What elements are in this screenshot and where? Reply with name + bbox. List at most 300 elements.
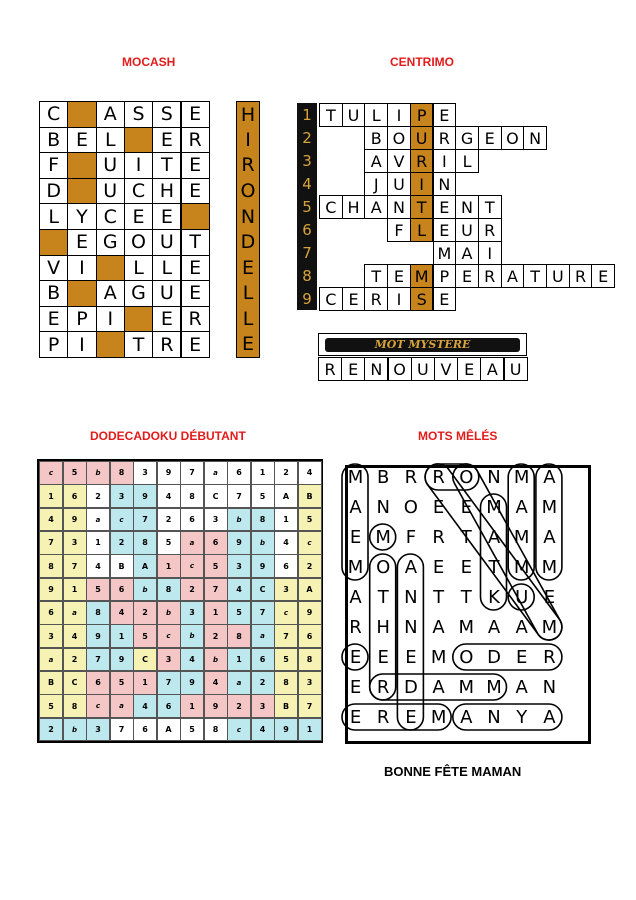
word-search-letter: E — [377, 647, 389, 668]
dodecadoku-cell: a — [39, 648, 63, 672]
word-search-letter: R — [349, 617, 362, 638]
dodecadoku-cell: 7 — [251, 601, 275, 625]
centrimo-cell: H — [342, 195, 366, 219]
centrimo-cell: R — [569, 264, 593, 288]
word-search-letter: T — [488, 557, 500, 578]
mocash-cell: P — [67, 306, 96, 333]
word-search-letter: E — [349, 647, 362, 668]
dodecadoku-cell: 3 — [157, 648, 181, 672]
word-search-letter: M — [513, 467, 530, 488]
centrimo-cell: A — [455, 241, 479, 265]
centrimo-row-number: 1 — [302, 105, 312, 124]
mocash-cell: T — [181, 229, 210, 256]
centrimo-cell: V — [387, 149, 411, 173]
centrimo-cell: T — [410, 195, 434, 219]
centrimo-cell: J — [364, 172, 388, 196]
dodecadoku-cell: 5 — [204, 554, 228, 578]
word-search-letter: M — [541, 617, 558, 638]
dodecadoku-cell: 1 — [274, 508, 298, 532]
word-search-letter: K — [488, 587, 500, 608]
centrimo-cell: P — [433, 264, 457, 288]
word-search-letter: E — [349, 527, 362, 548]
word-search-letter: A — [432, 677, 445, 698]
word-search-letter: M — [541, 497, 558, 518]
dodecadoku-cell: A — [157, 718, 181, 742]
word-search-letter: A — [432, 617, 445, 638]
centrimo-cell: T — [364, 264, 388, 288]
dodecadoku-cell: 2 — [274, 461, 298, 485]
word-search-letter: M — [458, 617, 475, 638]
mocash-cell: C — [39, 101, 68, 128]
word-search-letter: T — [460, 587, 472, 608]
centrimo-cell: E — [478, 126, 502, 150]
dodecadoku-cell: 7 — [86, 648, 110, 672]
dodecadoku-cell: 8 — [86, 601, 110, 625]
word-search-letter: N — [487, 707, 501, 728]
word-search-letter: A — [460, 707, 473, 728]
dodecadoku-cell: 5 — [251, 484, 275, 508]
word-search-letter: T — [433, 587, 445, 608]
dodecadoku-cell: c — [180, 554, 204, 578]
dodecadoku-cell: 8 — [227, 624, 251, 648]
centrimo-cell: E — [591, 264, 615, 288]
dodecadoku-cell: 5 — [157, 531, 181, 555]
dodecadoku-cell: 2 — [251, 671, 275, 695]
dodecadoku-cell: 3 — [227, 554, 251, 578]
mocash-cell: E — [181, 280, 210, 307]
dodecadoku-cell: 9 — [204, 694, 228, 718]
dodecadoku-cell: b — [227, 508, 251, 532]
mocash-cell: T — [124, 331, 153, 358]
word-search-letter: R — [376, 707, 390, 728]
mocash-cell: U — [96, 152, 125, 179]
mystery-label-box — [318, 333, 527, 356]
mocash-cell: L — [39, 203, 68, 230]
centrimo-cell: T — [523, 264, 547, 288]
centrimo-cell: R — [433, 126, 457, 150]
dodecadoku-cell: 1 — [39, 484, 63, 508]
centrimo-row-number: 4 — [302, 174, 312, 193]
centrimo-cell: T — [319, 103, 343, 127]
mots-meles-title: MOTS MÊLÉS — [418, 429, 498, 443]
mocash-cell: A — [96, 101, 125, 128]
mocash-cell: I — [96, 306, 125, 333]
centrimo-cell: N — [433, 172, 457, 196]
word-search-letter: F — [405, 527, 417, 548]
mocash-cell: F — [39, 152, 68, 179]
mocash-cell — [96, 255, 125, 282]
mystery-letter: R — [318, 357, 342, 381]
mocash-cell: E — [67, 229, 96, 256]
word-search-letter: E — [543, 587, 556, 608]
centrimo-cell: U — [546, 264, 570, 288]
word-search-letter: R — [376, 677, 390, 698]
dodecadoku-cell: 6 — [227, 461, 251, 485]
centrimo-cell: E — [433, 103, 457, 127]
word-search-letter: Y — [516, 707, 528, 728]
dodecadoku-cell: 3 — [274, 578, 298, 602]
word-search-letter: A — [543, 467, 556, 488]
dodecadoku-cell: 8 — [133, 531, 157, 555]
dodecadoku-cell: 3 — [298, 671, 322, 695]
word-search-letter: A — [515, 497, 528, 518]
dodecadoku-cell: 1 — [110, 624, 134, 648]
mystery-label: MOT MYSTERE — [325, 338, 520, 352]
dodecadoku-cell: 4 — [227, 578, 251, 602]
dodecadoku-cell: a — [180, 531, 204, 555]
word-search-letter: N — [376, 497, 390, 518]
centrimo-cell: I — [410, 172, 434, 196]
dodecadoku-cell: 3 — [251, 694, 275, 718]
word-search-letter: O — [376, 557, 391, 578]
dodecadoku-cell: 2 — [157, 508, 181, 532]
centrimo-cell: I — [478, 241, 502, 265]
dodecadoku-cell: 5 — [274, 648, 298, 672]
mocash-answer-cell: L — [236, 280, 260, 307]
mocash-cell: D — [39, 178, 68, 205]
dodecadoku-cell: b — [251, 531, 275, 555]
mocash-cell — [124, 127, 153, 154]
mocash-cell: C — [124, 178, 153, 205]
dodecadoku-cell: 2 — [227, 694, 251, 718]
centrimo-row-number: 8 — [302, 266, 312, 285]
word-search-letter: R — [432, 467, 445, 488]
dodecadoku-cell: a — [204, 461, 228, 485]
dodecadoku-cell: 1 — [86, 531, 110, 555]
dodecadoku-cell: a — [63, 601, 87, 625]
word-search-letter: O — [459, 647, 474, 668]
dodecadoku-cell: 2 — [133, 601, 157, 625]
dodecadoku-cell: b — [157, 601, 181, 625]
word-search-letter: E — [460, 557, 472, 578]
word-search-footer: BONNE FÊTE MAMAN — [384, 764, 522, 779]
mocash-cell: E — [124, 203, 153, 230]
centrimo-cell: G — [455, 126, 479, 150]
centrimo-cell: E — [342, 287, 366, 311]
dodecadoku-cell: 2 — [110, 531, 134, 555]
mocash-cell: U — [96, 178, 125, 205]
mocash-cell — [67, 178, 96, 205]
dodecadoku-cell: 3 — [180, 601, 204, 625]
dodecadoku-cell: 2 — [39, 718, 63, 742]
centrimo-cell: U — [342, 103, 366, 127]
dodecadoku-cell: 5 — [39, 694, 63, 718]
dodecadoku-cell: 4 — [204, 671, 228, 695]
word-search-letter: N — [542, 677, 557, 698]
word-search-letter: M — [486, 497, 502, 518]
word-search-letter: O — [459, 467, 474, 488]
mocash-cell — [181, 203, 210, 230]
dodecadoku-cell: a — [110, 694, 134, 718]
centrimo-cell: I — [433, 149, 457, 173]
dodecadoku-cell: 7 — [274, 624, 298, 648]
word-search-letter: A — [543, 527, 556, 548]
word-search-letter: E — [460, 497, 472, 518]
dodecadoku-cell: A — [274, 484, 298, 508]
mocash-cell: A — [96, 280, 125, 307]
dodecadoku-cell: 7 — [133, 508, 157, 532]
mystery-letter: U — [504, 357, 528, 381]
dodecadoku-cell: 4 — [86, 554, 110, 578]
word-search-letter: R — [432, 527, 445, 548]
mocash-cell — [124, 306, 153, 333]
dodecadoku-cell: 5 — [227, 601, 251, 625]
centrimo-cell: B — [364, 126, 388, 150]
mocash-answer-cell: E — [236, 331, 260, 358]
mystery-letter: V — [434, 357, 458, 381]
centrimo-row-number: 7 — [302, 243, 312, 262]
word-search-letter: O — [403, 497, 418, 518]
dodecadoku-cell: a — [251, 624, 275, 648]
dodecadoku-cell: 6 — [251, 648, 275, 672]
word-search-letter: A — [515, 677, 528, 698]
dodecadoku-cell: 6 — [204, 531, 228, 555]
centrimo-cell: N — [523, 126, 547, 150]
word-search-letter: E — [516, 647, 528, 668]
dodecadoku-cell: 3 — [86, 718, 110, 742]
dodecadoku-cell: A — [133, 554, 157, 578]
centrimo-cell: U — [410, 126, 434, 150]
dodecadoku-cell: 8 — [39, 554, 63, 578]
mocash-answer-cell: E — [236, 255, 260, 282]
mocash-cell: S — [152, 101, 181, 128]
dodecadoku-cell: 2 — [298, 554, 322, 578]
centrimo-cell: R — [478, 218, 502, 242]
dodecadoku-cell: 7 — [204, 578, 228, 602]
mocash-cell: L — [152, 255, 181, 282]
centrimo-cell: N — [455, 195, 479, 219]
word-search-letter: A — [404, 557, 418, 578]
centrimo-row-number: 9 — [302, 289, 312, 308]
dodecadoku-cell: 9 — [110, 648, 134, 672]
word-search-letter: E — [349, 677, 362, 698]
mocash-cell: E — [152, 127, 181, 154]
dodecadoku-cell: 1 — [63, 578, 87, 602]
dodecadoku-cell: c — [39, 461, 63, 485]
dodecadoku-cell: c — [298, 531, 322, 555]
dodecadoku-cell: 8 — [274, 671, 298, 695]
word-search-letter: M — [430, 647, 447, 668]
mocash-cell: I — [67, 331, 96, 358]
centrimo-cell: N — [387, 195, 411, 219]
word-search-letter: R — [543, 647, 556, 668]
dodecadoku-cell: 1 — [298, 718, 322, 742]
word-search-letter: M — [458, 677, 475, 698]
dodecadoku-cell: 1 — [133, 671, 157, 695]
centrimo-cell: P — [410, 103, 434, 127]
dodecadoku-cell: 7 — [227, 484, 251, 508]
dodecadoku-cell: 9 — [298, 601, 322, 625]
word-search-letter: H — [376, 617, 390, 638]
dodecadoku-cell: C — [204, 484, 228, 508]
mocash-answer-cell: L — [236, 306, 260, 333]
mocash-cell — [39, 229, 68, 256]
dodecadoku-cell: 4 — [39, 508, 63, 532]
word-search-letter: A — [487, 617, 501, 638]
dodecadoku-cell: 3 — [39, 624, 63, 648]
mocash-cell: I — [67, 255, 96, 282]
dodecadoku-cell: 9 — [63, 508, 87, 532]
centrimo-cell: A — [501, 264, 525, 288]
mocash-cell: U — [152, 229, 181, 256]
dodecadoku-cell: 1 — [227, 648, 251, 672]
dodecadoku-cell: 7 — [63, 554, 87, 578]
mocash-cell: B — [39, 127, 68, 154]
centrimo-cell: O — [387, 126, 411, 150]
dodecadoku-cell: 8 — [63, 694, 87, 718]
word-search-letter: N — [487, 467, 501, 488]
dodecadoku-title: DODECADOKU DÉBUTANT — [90, 429, 246, 443]
dodecadoku-cell: 7 — [157, 671, 181, 695]
dodecadoku-cell: 5 — [86, 578, 110, 602]
centrimo-row-number: 6 — [302, 220, 312, 239]
centrimo-cell: L — [410, 218, 434, 242]
mocash-cell: E — [181, 255, 210, 282]
word-search-letter: A — [543, 707, 556, 728]
mocash-cell: I — [124, 152, 153, 179]
mystery-letter: O — [388, 357, 412, 381]
mystery-letter: E — [457, 357, 481, 381]
mocash-cell — [67, 152, 96, 179]
mocash-cell: Y — [67, 203, 96, 230]
word-search-letter: A — [349, 497, 362, 518]
mocash-cell: E — [152, 306, 181, 333]
centrimo-cell: U — [455, 218, 479, 242]
mocash-cell: E — [181, 331, 210, 358]
dodecadoku-cell: 4 — [180, 648, 204, 672]
mocash-cell: E — [39, 306, 68, 333]
dodecadoku-cell: 7 — [180, 461, 204, 485]
mocash-cell: E — [181, 152, 210, 179]
dodecadoku-cell: 7 — [110, 718, 134, 742]
dodecadoku-cell: 4 — [298, 461, 322, 485]
dodecadoku-cell: 3 — [204, 508, 228, 532]
centrimo-cell: R — [478, 264, 502, 288]
dodecadoku-cell: 9 — [227, 531, 251, 555]
dodecadoku-cell: 5 — [180, 718, 204, 742]
dodecadoku-cell: C — [133, 648, 157, 672]
dodecadoku-cell: 6 — [110, 578, 134, 602]
word-search-letter: M — [430, 707, 447, 728]
centrimo-row-number: 2 — [302, 128, 312, 147]
dodecadoku-cell: 4 — [157, 484, 181, 508]
mocash-cell: L — [124, 255, 153, 282]
dodecadoku-cell: 9 — [39, 578, 63, 602]
centrimo-title: CENTRIMO — [390, 55, 454, 69]
centrimo-cell: T — [478, 195, 502, 219]
word-search-letter: M — [486, 677, 502, 698]
dodecadoku-cell: 5 — [63, 461, 87, 485]
dodecadoku-grid — [37, 459, 323, 743]
mocash-answer-cell: I — [236, 127, 260, 154]
word-search-letter: E — [432, 497, 445, 518]
dodecadoku-cell: A — [298, 578, 322, 602]
dodecadoku-cell: B — [298, 484, 322, 508]
mocash-cell: T — [152, 152, 181, 179]
dodecadoku-cell: 9 — [274, 718, 298, 742]
dodecadoku-cell: 3 — [110, 484, 134, 508]
word-search-letter: A — [515, 617, 528, 638]
dodecadoku-cell: 9 — [251, 554, 275, 578]
centrimo-cell: R — [364, 287, 388, 311]
dodecadoku-cell: 8 — [180, 484, 204, 508]
dodecadoku-cell: 9 — [157, 461, 181, 485]
mocash-cell: E — [67, 127, 96, 154]
centrimo-cell: E — [455, 264, 479, 288]
word-search-letter: N — [404, 587, 418, 608]
mocash-cell: R — [181, 306, 210, 333]
mocash-title: MOCASH — [122, 55, 176, 69]
mocash-cell — [96, 331, 125, 358]
dodecadoku-cell: 2 — [86, 484, 110, 508]
dodecadoku-cell: 5 — [298, 508, 322, 532]
dodecadoku-cell: 6 — [39, 601, 63, 625]
dodecadoku-cell: 5 — [110, 671, 134, 695]
word-search-letter: D — [487, 647, 501, 668]
dodecadoku-cell: b — [63, 718, 87, 742]
centrimo-cell: U — [387, 172, 411, 196]
centrimo-cell: M — [433, 241, 457, 265]
mocash-cell: U — [152, 280, 181, 307]
dodecadoku-cell: 9 — [86, 624, 110, 648]
centrimo-cell: R — [410, 149, 434, 173]
mocash-cell: V — [39, 255, 68, 282]
dodecadoku-cell: 1 — [157, 554, 181, 578]
word-search-letter: E — [405, 707, 417, 728]
mocash-cell: G — [96, 229, 125, 256]
centrimo-cell: C — [319, 195, 343, 219]
word-search-letter: M — [513, 557, 530, 578]
dodecadoku-cell: C — [63, 671, 87, 695]
dodecadoku-cell: 1 — [251, 461, 275, 485]
dodecadoku-cell: 4 — [110, 601, 134, 625]
mocash-answer-cell: H — [236, 101, 260, 128]
word-search-letter: M — [513, 527, 530, 548]
dodecadoku-cell: 3 — [63, 531, 87, 555]
dodecadoku-cell: b — [86, 461, 110, 485]
dodecadoku-cell: b — [204, 648, 228, 672]
dodecadoku-cell: c — [86, 694, 110, 718]
dodecadoku-cell: 6 — [133, 718, 157, 742]
dodecadoku-cell: c — [110, 508, 134, 532]
dodecadoku-cell: 6 — [86, 671, 110, 695]
dodecadoku-cell: C — [251, 578, 275, 602]
dodecadoku-cell: c — [157, 624, 181, 648]
word-search-letter: T — [460, 527, 472, 548]
dodecadoku-cell: c — [274, 601, 298, 625]
dodecadoku-cell: 2 — [180, 578, 204, 602]
mocash-cell: L — [96, 127, 125, 154]
centrimo-cell: I — [387, 287, 411, 311]
word-search-letter: D — [403, 677, 418, 698]
mocash-answer-cell: R — [236, 152, 260, 179]
dodecadoku-cell: 8 — [157, 578, 181, 602]
dodecadoku-cell: 6 — [63, 484, 87, 508]
mocash-cell: P — [39, 331, 68, 358]
centrimo-cell: I — [387, 103, 411, 127]
centrimo-cell: A — [364, 195, 388, 219]
word-search-letter: M — [347, 467, 364, 488]
dodecadoku-cell: 1 — [204, 601, 228, 625]
dodecadoku-cell: 3 — [133, 461, 157, 485]
centrimo-cell: F — [387, 218, 411, 242]
word-search-letter: N — [404, 617, 418, 638]
mocash-cell: S — [124, 101, 153, 128]
word-search-letter: M — [375, 527, 391, 548]
dodecadoku-cell: 6 — [180, 508, 204, 532]
dodecadoku-cell: b — [180, 624, 204, 648]
centrimo-cell: L — [364, 103, 388, 127]
